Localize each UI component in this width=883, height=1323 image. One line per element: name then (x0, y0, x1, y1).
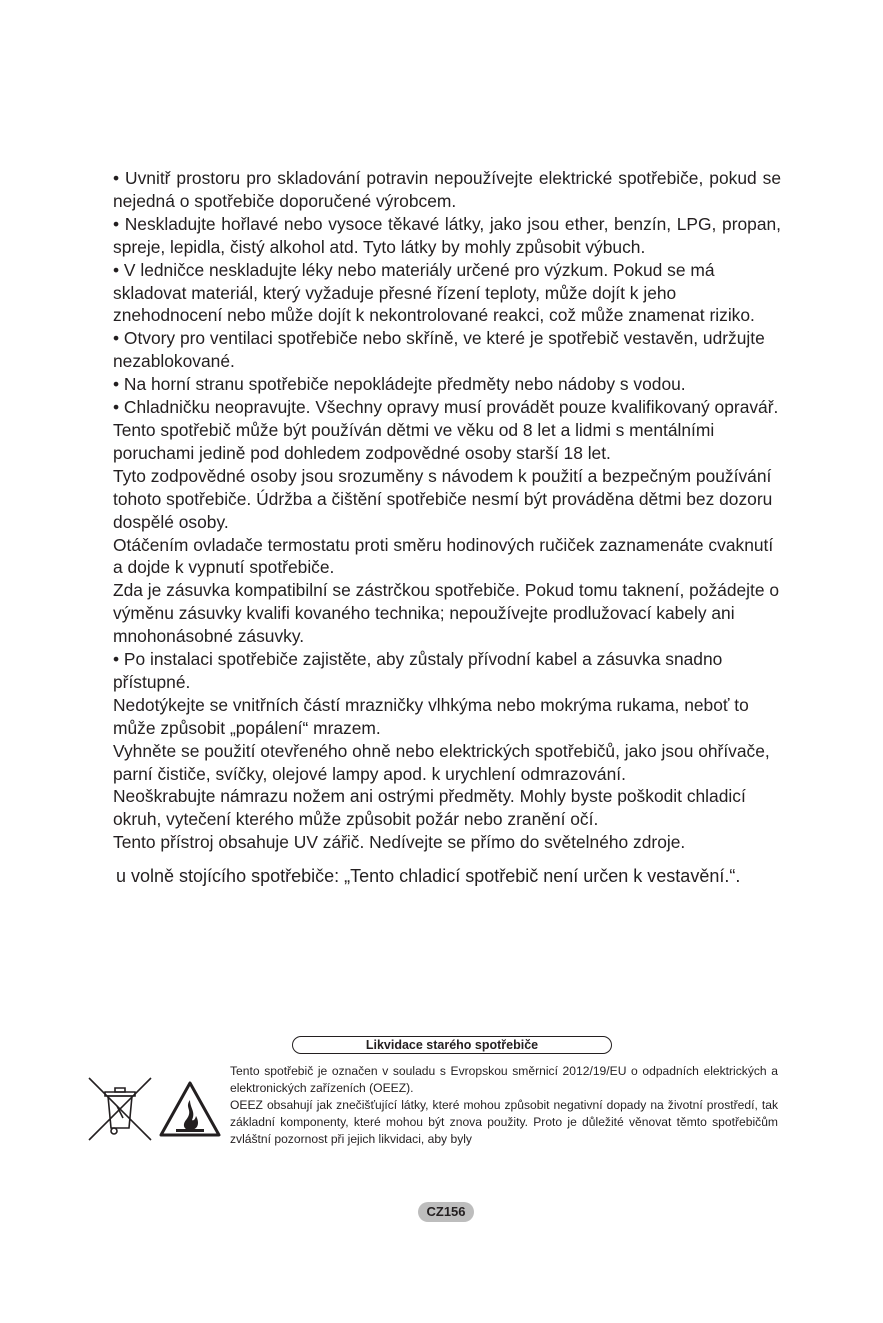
safety-instructions (113, 167, 781, 888)
uv-note: Tento přístroj obsahuje UV zářič. Nedívejte se přímo do světelného zdroje. (113, 832, 686, 853)
instruction-paragraph: Neoškrabujte námrazu nožem ani ostrými předměty. Mohly byste poškodit chladicí okruh, vytečení kterého může způsobit požár nebo zranění očí. (113, 786, 746, 830)
instruction-paragraph: • Na horní stranu spotřebiče nepokládejte předměty nebo nádoby s vodou. (113, 374, 686, 395)
freestanding-note: u volně stojícího spotřebiče: „Tento chladicí spotřebič není určen k vestavění.“. (116, 866, 741, 887)
instruction-paragraph: Vyhněte se použití otevřeného ohně nebo elektrických spotřebičů, jako jsou ohřívače, parní čističe, svíčky, olejové lampy apod. k urychlení odmrazování. (113, 740, 770, 784)
instruction-paragraph: Zda je zásuvka kompatibilní se zástrčkou spotřebiče. Pokud tomu taknení, požádejte o výměnu zásuvky kvalifi kovaného technika; nepoužívejte prodlužovací kabely ani mnohonásobné zásuvky. (113, 580, 780, 647)
flammable-warning-icon (158, 1080, 222, 1138)
instruction-paragraph: • Chladničku neopravujte. Všechny opravy musí provádět pouze kvalifikovaný opravář. (113, 397, 779, 418)
instruction-paragraph: • Po instalaci spotřebiče zajistěte, aby zůstaly přívodní kabel a zásuvka snadno přístupné. (113, 649, 723, 692)
page-number: CZ156 (418, 1202, 474, 1222)
instruction-paragraph: Otáčením ovladače termostatu proti směru hodinových ručiček zaznamenáte cvaknutí a dojde k vypnutí spotřebiče. (113, 534, 774, 578)
instruction-paragraph: • Uvnitř prostoru pro skladování potravin nepoužívejte elektrické spotřebiče, pokud se nejedná o spotřebiče doporučené výrobcem. (113, 168, 781, 211)
disposal-text (230, 1063, 778, 1148)
disposal-title: Likvidace starého spotřebiče (292, 1036, 612, 1054)
disposal-paragraph: Tento spotřebič je označen v souladu s Evropskou směrnicí 2012/19/EU o odpadních elektrických a elektronických zařízeních (OEEZ). (230, 1064, 778, 1095)
crossed-out-wheelie-bin-icon (87, 1076, 153, 1142)
instruction-paragraph: • Neskladujte hořlavé nebo vysoce těkavé látky, jako jsou ether, benzín, LPG, propan, spreje, lepidla, čistý alkohol atd. Tyto látky by mohly způsobit výbuch. (113, 213, 781, 257)
disposal-paragraph: OEEZ obsahují jak znečišťující látky, které mohou způsobit negativní dopady na životní prostředí, tak základní komponenty, které mohou být znova použity. Proto je důležité věnovat těmto spotřebičům zvláštní pozornost při jejich likvidaci, aby byly (230, 1098, 778, 1146)
instruction-paragraph: • V ledničce neskladujte léky nebo materiály určené pro výzkum. Pokud se má skladovat materiál, který vyžaduje přesné řízení teploty, může dojít k jeho znehodnocení nebo může dojít k nekontrolované reakci, což může znamenat riziko. (113, 259, 755, 326)
instruction-paragraph: Tento spotřebič může být používán dětmi ve věku od 8 let a lidmi s mentálními poruchami jedině pod dohledem zodpovědné osoby starší 18 let. (113, 419, 715, 463)
instruction-paragraph: • Otvory pro ventilaci spotřebiče nebo skříně, ve které je spotřebič vestavěn, udržujte nezablokované. (113, 328, 765, 372)
instruction-paragraph: Nedotýkejte se vnitřních částí mrazničky vlhkýma nebo mokrýma rukama, neboť to může způsobit „popálení“ mrazem. (113, 694, 749, 738)
instruction-paragraph: Tyto zodpovědné osoby jsou srozuměny s návodem k použití a bezpečným používání tohoto spotřebiče. Údržba a čištění spotřebiče nesmí být prováděna dětmi bez dozoru dospělé osoby. (113, 465, 773, 532)
